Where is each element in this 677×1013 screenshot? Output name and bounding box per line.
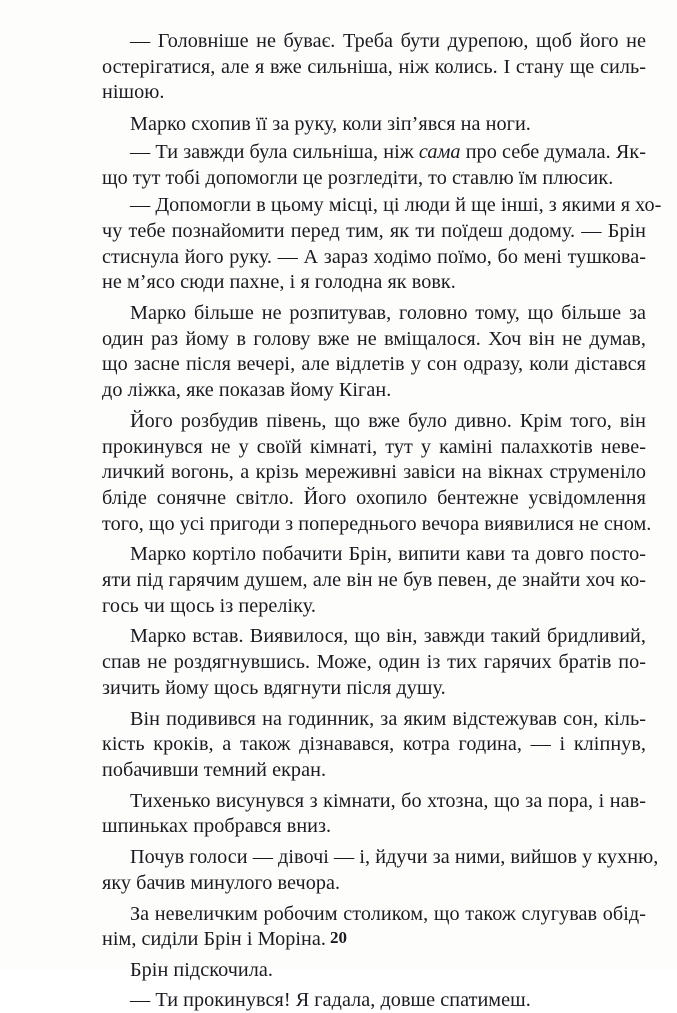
paragraph (74, 707, 646, 784)
text-line: остерігатися, але я вже сильніша, ніж колись. І стану ще силь- (102, 55, 646, 78)
body-text (74, 29, 662, 1013)
text-line: Брін підскочила. (130, 958, 273, 981)
paragraph (74, 789, 646, 840)
text-line: — Головніше не буває. Треба бути дурепою, щоб його не (130, 30, 646, 52)
text-line: побачивши темний екран. (102, 758, 327, 781)
paragraph (74, 988, 646, 1013)
paragraph (74, 193, 662, 296)
text-line: стиснула його руку. — А зараз ходімо поїмо, бо мені тушкова- (102, 245, 646, 268)
text-line: що засне після вечері, але відлетів у сон одразу, коли дістався (102, 353, 646, 376)
italic-word: сама (418, 140, 461, 163)
text-line: шпиньках пробрався вниз. (102, 815, 332, 838)
text-line: Його розбудив півень, що вже було дивно. Крім того, він (130, 409, 646, 432)
paragraph (74, 301, 646, 404)
text-line (74, 140, 646, 166)
text-line: того, що усі пригоди з попереднього вечора виявилися не сном. (102, 512, 652, 535)
text-line: один раз йому в голову вже не вміщалося. Хоч він не думав, (102, 327, 646, 350)
text-line: За невеличким робочим столиком, що також слугував обід- (130, 902, 646, 925)
text-line: Марко встав. Виявилося, що він, завжди такий бридливий, (130, 625, 646, 648)
text-line: яку бачив минулого вечора. (102, 871, 341, 894)
text-line: нішою. (102, 81, 165, 104)
paragraph (74, 29, 646, 106)
paragraph (74, 409, 652, 538)
text-line: зичить йому щось вдягнути після душу. (102, 676, 446, 699)
text-line: Він подивився на годинник, за яким відстежував сон, кіль- (130, 707, 646, 730)
text-line: спав не роздягнувшись. Може, один із тих гарячих братів по- (102, 651, 646, 674)
text-line: до ліжка, яке показав йому Кіган. (102, 379, 392, 402)
paragraph (74, 112, 646, 138)
text-line: яти під гарячим душем, але він не був певен, де знайти хоч ко- (102, 569, 646, 592)
text-line: Марко схопив її за руку, коли зіп’явся на ноги. (130, 113, 531, 136)
paragraph (74, 542, 646, 619)
text-line: — Допомогли в цьому місці, ці люди й ще інші, з якими я хо- (130, 194, 662, 217)
paragraph (74, 140, 646, 191)
text-line: Почув голоси — дівочі — і, йдучи за ними, вийшов у кухню, (130, 846, 659, 869)
text-line: гось чи щось із переліку. (102, 594, 316, 617)
paragraph (74, 958, 646, 984)
text-line: — Ти прокинувся! Я гадала, довше спатимеш. (130, 988, 531, 1011)
text-line: Марко більше не розпитував, головно тому, що більше за (130, 302, 646, 325)
text-line: що тут тобі допомогли це розгледіти, то ставлю їм плюсик. (102, 166, 614, 189)
text-line: прокинувся не у своїй кімнаті, тут у каміні палахкотів неве- (102, 435, 646, 458)
paragraph (74, 845, 659, 896)
text-line: не м’ясо сюди пахне, і я голодна як вовк. (102, 271, 456, 294)
text-line: нім, сиділи Брін і Моріна. (102, 928, 327, 951)
text-line: Тихенько висунувся з кімнати, бо хтозна, що за пора, і нав- (130, 789, 646, 812)
text-line: личкий вогонь, а крізь мереживні завіси на вікнах струменіло (102, 461, 646, 484)
text-fragment: — Ти завжди була сильніша, ніж (130, 140, 419, 163)
text-fragment: про себе думала. Як- (460, 140, 647, 163)
page-number: 20 (330, 928, 347, 947)
text-line: кість кроків, а також дізнавався, котра година, — і кліпнув, (102, 733, 646, 756)
paragraph (74, 624, 646, 701)
text-line: чу тебе познайомити перед тим, як ти поїдеш додому. — Брін (102, 219, 646, 242)
text-line: Марко кортіло побачити Брін, випити кави та довго посто- (130, 543, 646, 566)
text-line: бліде сонячне світло. Його охопило бентежне усвідомлення (102, 486, 646, 509)
